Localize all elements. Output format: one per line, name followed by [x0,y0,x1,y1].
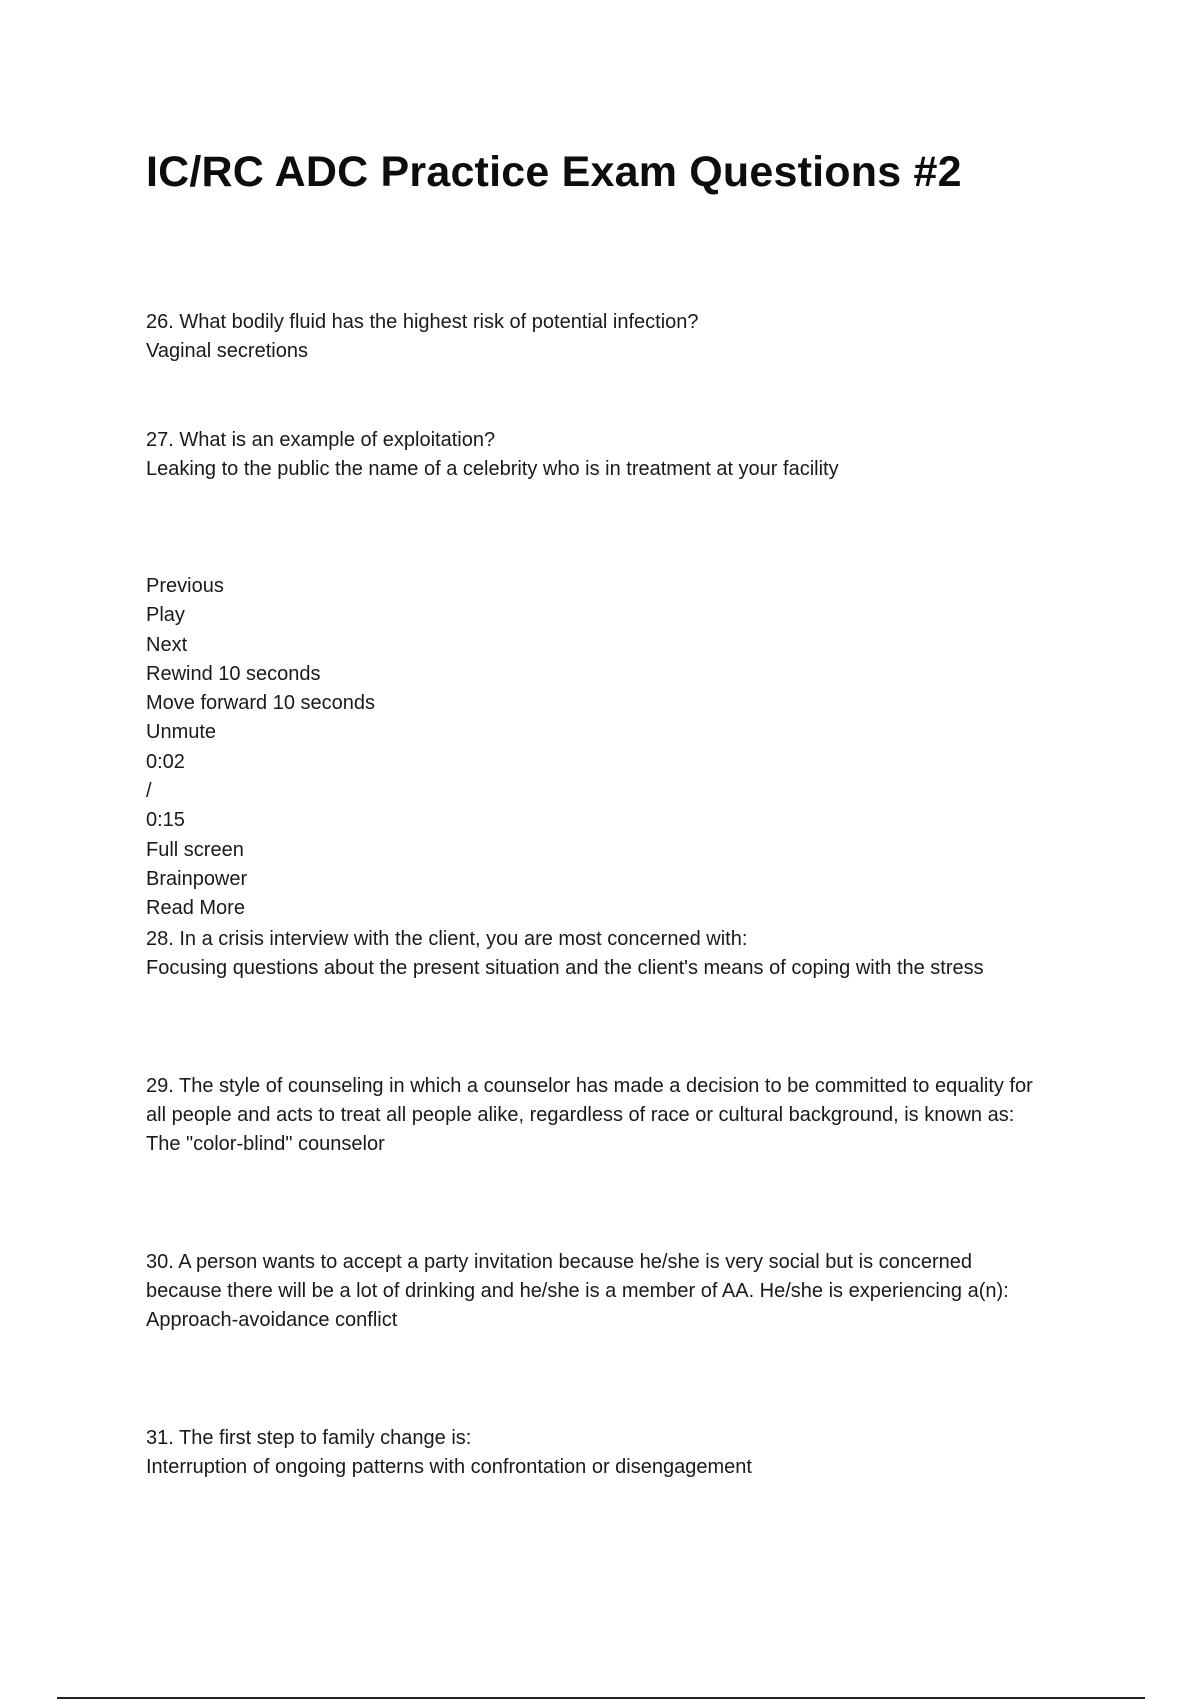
answer-text: Interruption of ongoing patterns with confrontation or disengagement [146,1456,752,1478]
answer-text: Leaking to the public the name of a celebrity who is in treatment at your facility [146,458,839,480]
answer-text: The "color-blind" counselor [146,1133,385,1155]
page-bottom-rule [57,1697,1145,1699]
fullscreen-button[interactable]: Full screen [146,838,244,861]
brand-link[interactable]: Brainpower [146,867,248,890]
question-text: 29. The style of counseling in which a counselor has made a decision to be committed to equality for all people and acts to treat all people alike, regardless of race or cultural background, is known as: [146,1075,1033,1126]
question-text: 27. What is an example of exploitation? [146,429,496,451]
question-item [146,308,1046,366]
previous-button[interactable]: Previous [146,575,224,597]
answer-text: Vaginal secretions [146,340,308,362]
next-button[interactable]: Next [146,633,188,656]
time-separator: / [146,780,152,803]
answer-text: Focusing questions about the present situation and the client's means of coping with the stress [146,957,984,979]
forward-button[interactable]: Move forward 10 seconds [146,692,376,715]
question-item [146,1424,1046,1482]
play-button[interactable]: Play [146,604,185,627]
unmute-button[interactable]: Unmute [146,721,217,744]
question-text: 31. The first step to family change is: [146,1427,472,1449]
question-item [146,1248,1046,1335]
answer-text: Approach-avoidance conflict [146,1309,398,1331]
question-item [146,426,1046,484]
duration: 0:15 [146,809,185,832]
question-text: 26. What bodily fluid has the highest risk of potential infection? [146,311,699,333]
question-item [146,925,1046,983]
question-text: 30. A person wants to accept a party invitation because he/she is very social but is concerned because there will be a lot of drinking and he/she is a member of AA. He/she is experiencing a(n): [146,1251,1009,1302]
current-time: 0:02 [146,750,185,773]
rewind-button[interactable]: Rewind 10 seconds [146,662,321,685]
read-more-link[interactable]: Read More [146,897,245,920]
page-title: IC/RC ADC Practice Exam Questions #2 [146,148,962,196]
question-item [146,1072,1046,1159]
question-text: 28. In a crisis interview with the client, you are most concerned with: [146,928,748,950]
video-player-controls [146,572,1046,924]
